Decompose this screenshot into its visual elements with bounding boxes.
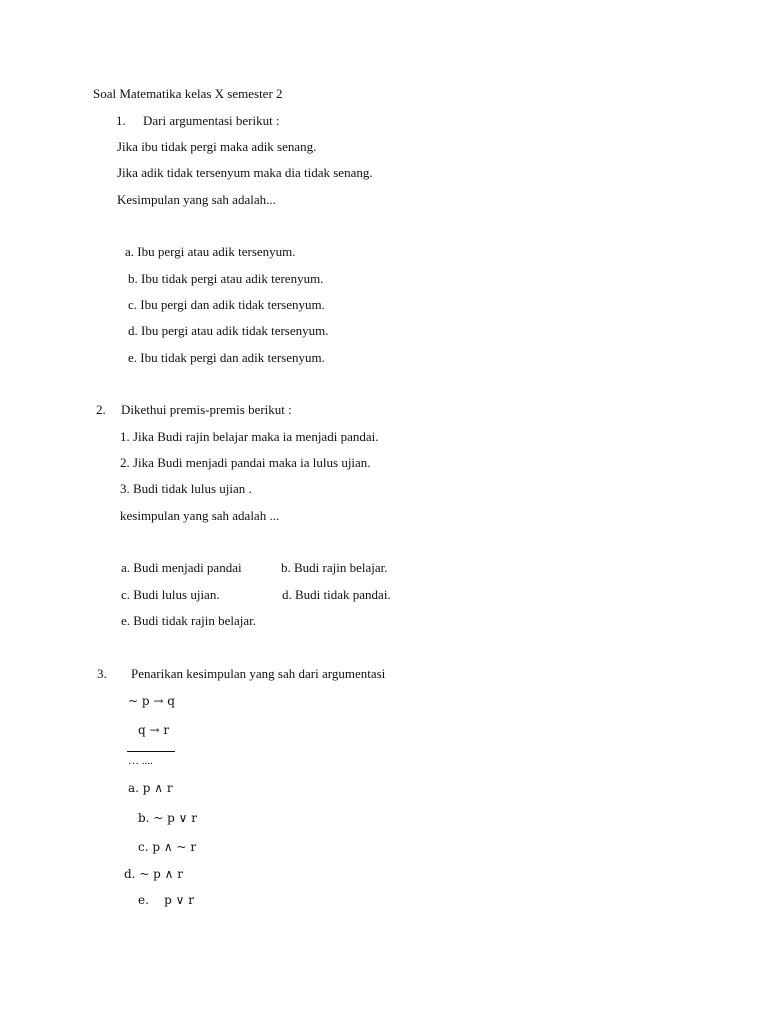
question-3-premise-2: q → r (138, 723, 170, 737)
question-2-option-c: c. Budi lulus ujian. (121, 587, 220, 602)
question-2-option-d: d. Budi tidak pandai. (282, 587, 391, 602)
question-2-intro: Dikethui premis-premis berikut : (121, 402, 292, 417)
question-2-option-a: a. Budi menjadi pandai (121, 560, 242, 575)
question-3-premise-1: ~ p → q (128, 694, 175, 708)
document-title: Soal Matematika kelas X semester 2 (93, 86, 283, 101)
question-3-option-a: a. p ∧ r (128, 781, 173, 795)
question-2-option-b: b. Budi rajin belajar. (281, 560, 388, 575)
question-2-premise: 1. Jika Budi rajin belajar maka ia menjadi pandai. (120, 429, 379, 444)
question-1-premise: Jika ibu tidak pergi maka adik senang. (117, 139, 317, 154)
question-1-option-b: b. Ibu tidak pergi atau adik terenyum. (128, 271, 324, 286)
question-2-number: 2. (96, 402, 106, 417)
question-2-premise: 2. Jika Budi menjadi pandai maka ia lulus ujian. (120, 455, 371, 470)
question-3-option-e: e. p ∨ r (138, 893, 195, 907)
conclusion-line (127, 751, 175, 752)
question-1-option-a: a. Ibu pergi atau adik tersenyum. (125, 244, 296, 259)
question-1-option-c: c. Ibu pergi dan adik tidak tersenyum. (128, 297, 325, 312)
question-1-option-d: d. Ibu pergi atau adik tidak tersenyum. (128, 323, 329, 338)
question-3-intro: Penarikan kesimpulan yang sah dari argumentasi (131, 666, 386, 681)
question-1-question: Kesimpulan yang sah adalah... (117, 192, 276, 207)
question-3-option-d: d. ~ p ∧ r (124, 867, 184, 881)
question-1-number: 1. (116, 113, 126, 128)
question-2-premise: 3. Budi tidak lulus ujian . (120, 481, 252, 496)
question-1-option-e: e. Ibu tidak pergi dan adik tersenyum. (128, 350, 325, 365)
question-3-number: 3. (97, 666, 107, 681)
question-2-question: kesimpulan yang sah adalah ... (120, 508, 280, 523)
question-1-intro: Dari argumentasi berikut : (143, 113, 280, 128)
question-2-option-e: e. Budi tidak rajin belajar. (121, 613, 257, 628)
question-3-option-b: b. ~ p ∨ r (138, 811, 198, 825)
question-3-conclusion: … .... (128, 755, 153, 767)
question-3-option-c: c. p ∧ ~ r (138, 840, 197, 854)
question-1-premise: Jika adik tidak tersenyum maka dia tidak senang. (117, 165, 373, 180)
